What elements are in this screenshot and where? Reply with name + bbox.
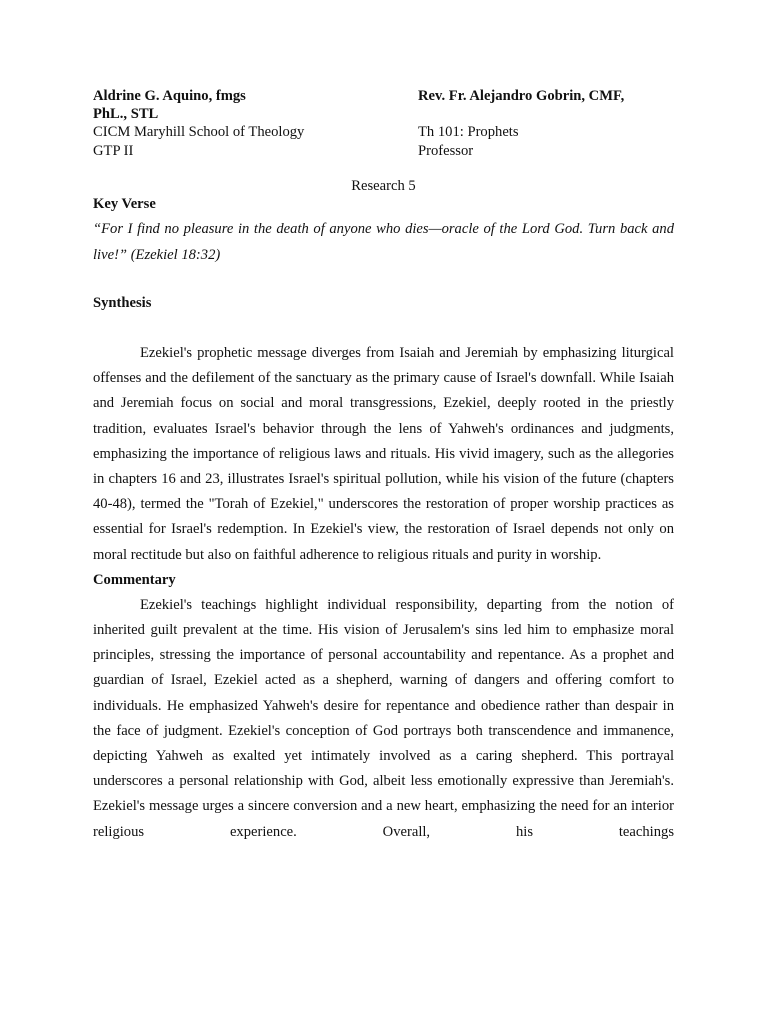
synthesis-heading: Synthesis	[93, 295, 152, 311]
synthesis-paragraph: Ezekiel's prophetic message diverges from Isaiah and Jeremiah by emphasizing liturgical offenses and the defilement of the sanctuary as the primary cause of Israel's downfall. While Isaiah and Jeremiah focus on social and moral transgressions, Ezekiel, deeply rooted in the priestly tradition, evaluates Israel's behavior through the lens of Yahweh's ordinances and judgments, emphasizing the importance of religious laws and rituals. His vivid imagery, such as the allegories in chapters 16 and 23, illustrates Israel's spiritual pollution, while his vision of the future (chapters 40-48), termed the "Torah of Ezekiel," underscores the restoration of proper worship practices as essential for Israel's redemption. In Ezekiel's view, the restoration of Israel depends not only on moral rectitude but also on faithful adherence to religious rituals and purity in worship.	[93, 345, 674, 563]
professor-role: Professor	[418, 142, 474, 159]
author-block	[93, 87, 413, 160]
school-name: CICM Maryhill School of Theology	[93, 124, 305, 141]
key-verse-heading: Key Verse	[93, 196, 156, 212]
commentary-paragraph: Ezekiel's teachings highlight individual responsibility, departing from the notion of inherited guilt prevalent at the time. His vision of Jerusalem's sins led him to emphasize moral principles, stressing the importance of personal accountability and repentance. As a prophet and guardian of Israel, Ezekiel acted as a shepherd, warning of dangers and offering comfort to individuals. He emphasized Yahweh's desire for repentance and obedience rather than despair in the face of judgment. Ezekiel's conception of God portrays both transcendence and immanence, depicting Yahweh as exalted yet intimately involved as a caring shepherd. This portrayal underscores a personal relationship with God, albeit less emotionally expressive than Jeremiah's. Ezekiel's message urges a sincere conversion and a new heart, emphasizing the need for an interior religious experience. Overall, his teachings	[93, 596, 674, 840]
author-name: Aldrine G. Aquino, fmgs	[93, 88, 246, 104]
key-verse-text: “For I find no pleasure in the death of anyone who dies—oracle of the Lord God. Turn back and live!” (Ezekiel 18:32)	[93, 221, 674, 263]
professor-name-continuation: PhL., STL	[93, 106, 159, 123]
document-title: Research 5	[351, 178, 416, 194]
professor-name: Rev. Fr. Alejandro Gobrin, CMF,	[418, 88, 625, 104]
course-name: Th 101: Prophets	[418, 124, 519, 141]
page-content	[93, 87, 674, 845]
document-header	[93, 87, 674, 161]
program-name: GTP II	[93, 142, 134, 159]
professor-block	[418, 87, 678, 160]
commentary-heading: Commentary	[93, 571, 176, 588]
header-spacer	[418, 105, 678, 123]
